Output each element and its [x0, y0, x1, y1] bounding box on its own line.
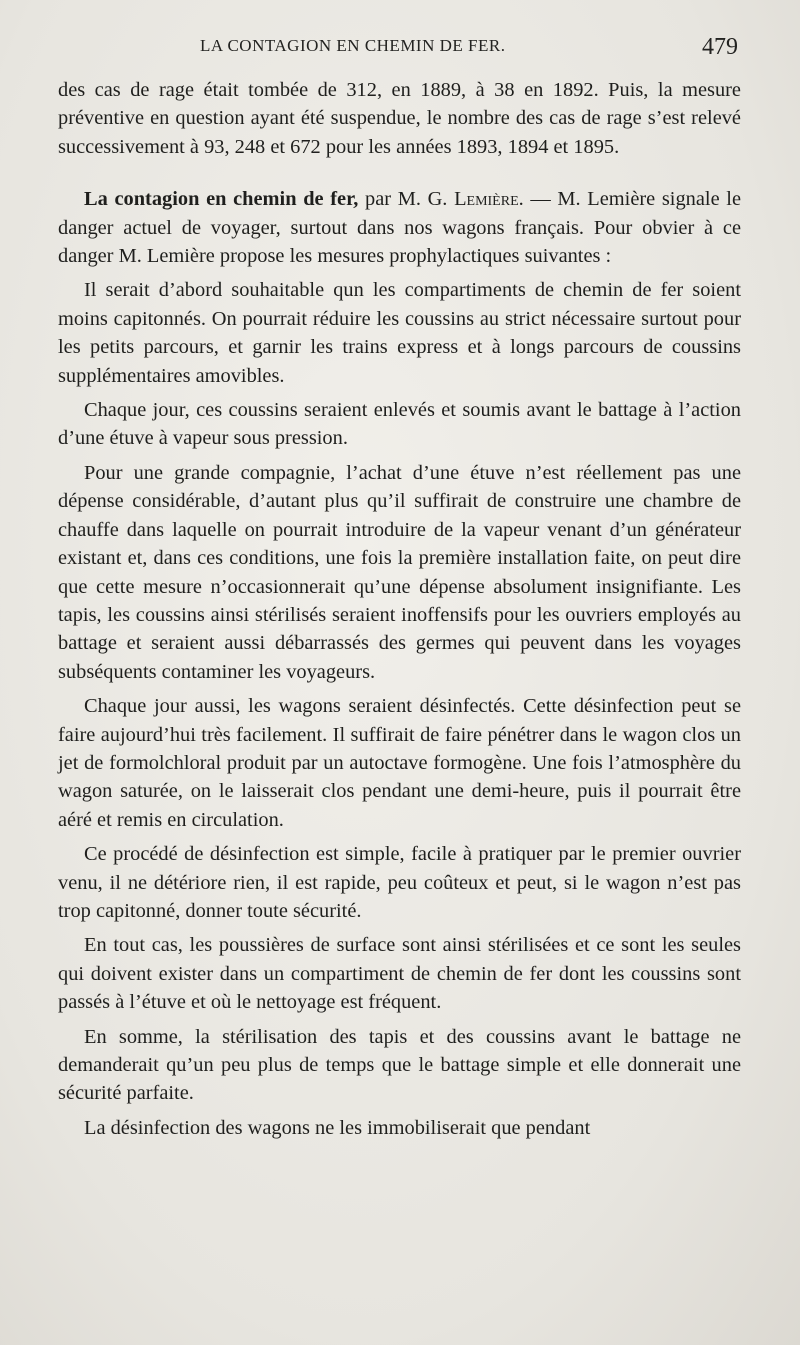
paragraph: Pour une grande compagnie, l’achat d’une étuve n’est réellement pas une dépense considérable, d’autant plus qu’il suffirait de construire une chambre de chauffe dans laquelle on pourrait introduire de la vapeur venant d’un générateur existant et, dans ces conditions, une fois la première installation faite, on peut dire que cette mesure n’occasionnerait qu’une dépense absolument insignifiante. Les tapis, les coussins ainsi stérilisés seraient inoffensifs pour les ouvriers employés au battage et seraient aussi débarrassés des germes qui peuvent dans les voyages subséquents contaminer les voyageurs. — [58, 461, 741, 683]
body-text — [58, 76, 741, 1142]
paragraph: La désinfection des wagons ne les immobiliserait que pendant — [84, 1116, 591, 1139]
intro-paragraph: des cas de rage était tombée de 312, en 1889, à 38 en 1892. Puis, la mesure préventive en question ayant été suspendue, le nombre des cas de rage s’est relevé successivement à 93, 248 et 672 pour les années 1893, 1894 et 1895. — [58, 79, 741, 158]
section-title: La contagion en chemin de fer, — [84, 188, 359, 211]
section-author-name: Lemière — [454, 188, 519, 211]
section-heading-paragraph — [58, 185, 741, 270]
section-author-prefix: par M. G. — [358, 188, 455, 211]
section-lead-text: . — M. Lemière signale le danger actuel de voyager, surtout dans nos wagons français. Pour obvier à ce danger M. Lemière propose les mesures prophylactiques suivantes : — [58, 188, 741, 268]
paragraph: Chaque jour, ces coussins seraient enlevés et soumis avant le battage à l’action d’une étuve à vapeur sous pression. — [58, 399, 741, 450]
running-title: LA CONTAGION EN CHEMIN DE FER. — [200, 36, 506, 55]
paragraph: Chaque jour aussi, les wagons seraient désinfectés. Cette désinfection peut se faire aujourd’hui très facilement. Il suffirait de faire pénétrer dans le wagon clos un jet de formolchloral produit par un autoctave formogène. Une fois l’atmosphère du wagon saturée, on le laisserait clos pendant une demi-heure, puis il pourrait être aéré et remis en circulation. — [58, 695, 741, 831]
page-number: 479 — [702, 34, 738, 60]
paragraph: En somme, la stérilisation des tapis et des coussins avant le battage ne demanderait qu’un peu plus de temps que le battage simple et elle donnerait une sécurité parfaite. — [58, 1025, 741, 1105]
paragraph: Ce procédé de désinfection est simple, facile à pratiquer par le premier ouvrier venu, il ne détériore rien, il est rapide, peu coûteux et peut, si le wagon n’est pas trop capitonné, donner toute sécurité. — [58, 843, 741, 922]
paragraph: Il serait d’abord souhaitable qun les compartiments de chemin de fer soient moins capitonnés. On pourrait réduire les coussins au strict nécessaire surtout pour les petits parcours, et garnir les trains express et à longs parcours de coussins supplémentaires amovibles. — [58, 279, 741, 387]
paragraph: En tout cas, les poussières de surface sont ainsi stérilisées et ce sont les seules qui doivent exister dans un compartiment de chemin de fer dont les coussins sont passés à l’étuve et où le nettoyage est fréquent. — [58, 934, 741, 1014]
section-gap — [58, 161, 741, 185]
